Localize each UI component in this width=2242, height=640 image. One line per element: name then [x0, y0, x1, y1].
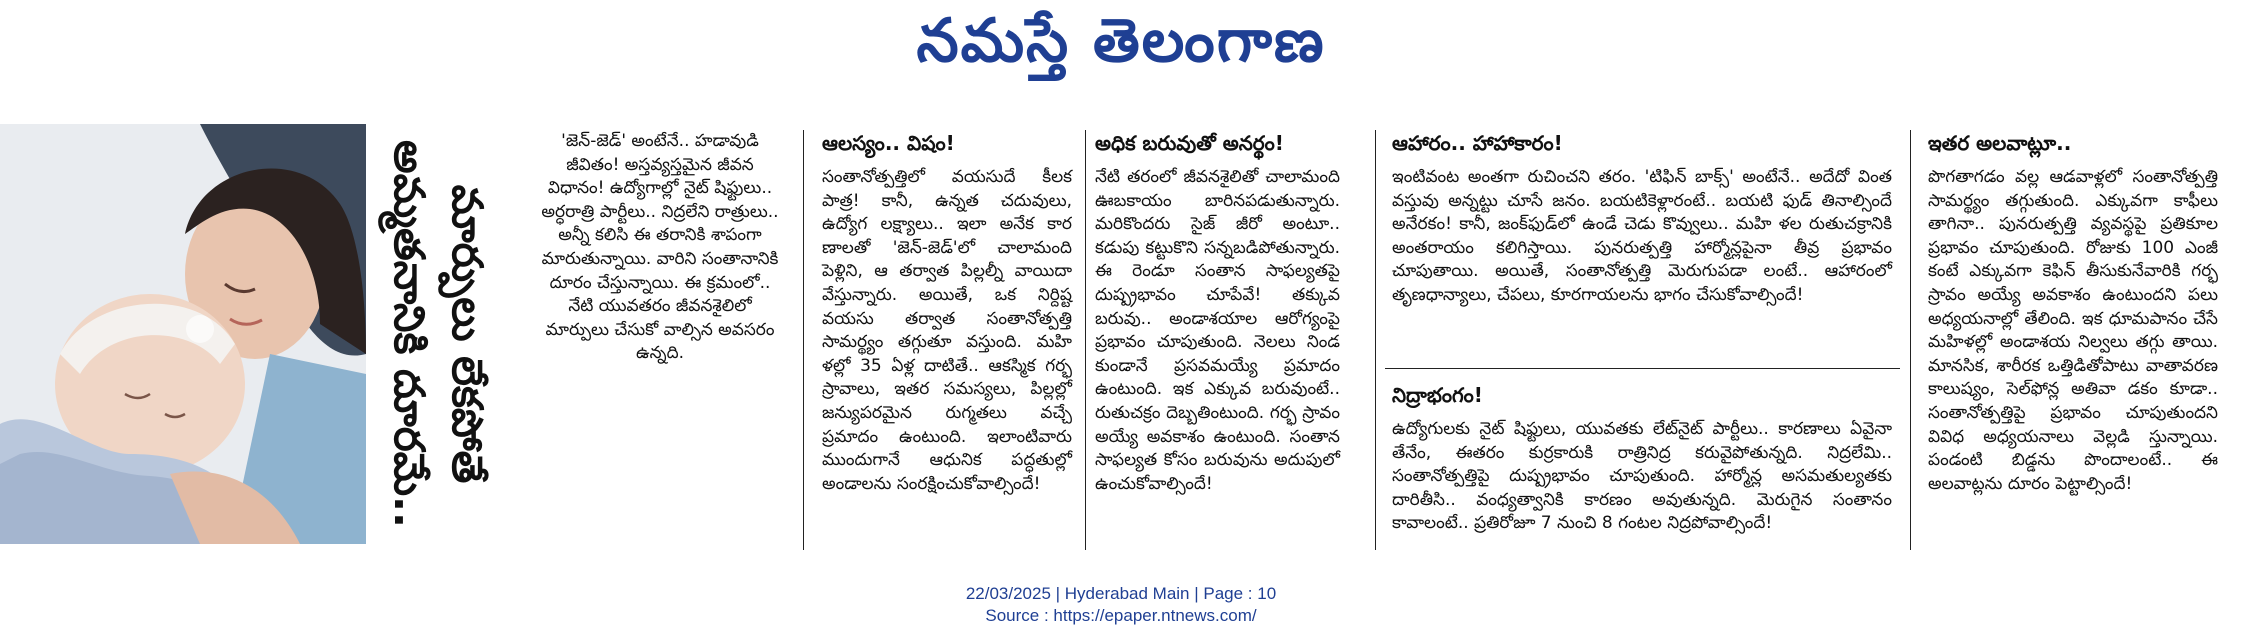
footer-date-edition: 22/03/2025 | Hyderabad Main | Page : 10	[965, 584, 1277, 603]
column-divider	[1085, 130, 1086, 550]
section-divider	[1385, 368, 1900, 369]
section-body: సంతానోత్పత్తిలో వయసుదే కీలక పాత్ర! కానీ, ఉన్నత చదువులు, ఉద్యోగ లక్ష్యాలు.. ఇలా అనేక కార ణాలతో 'జెన్-జెడ్'లో చాలామంది పెళ్లిని, ఆ తర్వాత పిల్లల్నీ వాయిదా వేస్తున్నారు. అయితే, ఒక నిర్దిష్ట వయసు తర్వాత సంతానోత్పత్తి సామర్థ్యం తగ్గుతూ వస్తుంది. మహి ళల్లో 35 ఏళ్ల దాటితే.. ఆకస్మిక గర్భ స్రావాలు, ఇతర సమస్యలు, పిల్లల్లో జన్యుపరమైన రుగ్మతలు వచ్చే ప్రమాదం ఉంటుంది. ఇలాంటివారు ముందుగానే ఆధునిక పద్ధతుల్లో అండాలను సంరక్షించుకోవాల్సిందే!	[822, 167, 1072, 494]
column-divider	[803, 130, 804, 550]
intro-text: 'జెన్-జెడ్' అంటేనే.. హడావుడి జీవితం! అస్తవ్యస్తమైన జీవన విధానం! ఉద్యోగాల్లో నైట్ షిఫ్టులు.. అర్ధరాత్రి పార్టీలు.. నిద్రలేని రాత్రులు.. అన్నీ కలిసి ఈ తరానికి శాపంగా మారుతున్నాయి. వారిని సంతానానికి దూరం చేస్తున్నాయి. ఈ క్రమంలో.. నేటి యువతరం జీవనశైలిలో మార్పులు చేసుకో వాల్సిన అవసరం ఉన్నది.	[541, 131, 779, 364]
article-section-food	[1392, 130, 1892, 308]
mother-baby-illustration	[0, 124, 366, 544]
section-body: పొగతాగడం వల్ల ఆడవాళ్లలో సంతానోత్పత్తి సామర్థ్యం తగ్గుతుంది. ఎక్కువగా కాఫీలు తాగినా.. పునరుత్పత్తి వ్యవస్థపై ప్రతికూల ప్రభావం చూపుతుంది. రోజుకు 100 ఎంజీ కంటే ఎక్కువగా కెఫిన్ తీసుకునేవారికి గర్భ స్రావం అయ్యే అవకాశం ఉంటుందని పలు అధ్యయనాల్లో తేలింది. ఇక ధూమపానం చేసే మహిళల్లో అండాశయ నిల్వలు తగ్గు తాయి. మానసిక, శారీరక ఒత్తిడితోపాటు వాతావరణ కాలుష్యం, సెల్‌ఫోన్ల అతివా డకం కూడా.. సంతానోత్పత్తిపై ప్రభావం చూపుతుందని వివిధ అధ్యయనాలు వెల్లడి స్తున్నాయి. పండంటి బిడ్డను పొందాలంటే.. ఈ అలవాట్లను దూరం పెట్టాల్సిందే!	[1928, 167, 2218, 494]
article-section-sleep	[1392, 382, 1892, 536]
section-heading: ఆహారం.. హాహాకారం!	[1392, 131, 1563, 155]
headline-line-1: మార్పులు లేకపోతే	[442, 184, 492, 484]
article-section-weight	[1095, 130, 1340, 496]
section-heading: ఇతర అలవాట్లూ..	[1928, 131, 2072, 155]
section-body: ఉద్యోగులకు నైట్ షిఫ్టులు, యువతకు లేట్‌నైట్ పార్టీలు.. కారణాలు ఏవైనా తేనేం, ఈతరం కుర్రకారుకి రాత్రినిద్ర కరువైపోతున్నది. నిద్రలేమి.. సంతానోత్పత్తిపై దుష్ప్రభావం చూపుతుంది. హార్మోన్ల అసమతుల్యతకు దారితీసి.. వంధ్యత్వానికి కారణం అవుతున్నది. మెరుగైన సంతానం కావాలంటే.. ప్రతిరోజూ 7 నుంచి 8 గంటల నిద్రపోవాల్సిందే!	[1392, 419, 1892, 534]
column-divider	[1910, 130, 1911, 550]
column-divider	[1375, 130, 1376, 550]
section-heading: అధిక బరువుతో అనర్థం!	[1095, 131, 1284, 155]
section-heading: ఆలస్యం.. విషం!	[822, 131, 955, 155]
intro-column	[540, 130, 780, 366]
footer-source: Source : https://epaper.ntnews.com/	[985, 606, 1257, 625]
section-body: నేటి తరంలో జీవనశైలితో చాలామంది ఊబకాయం బారినపడుతున్నారు. మరికొందరు సైజ్ జీరో అంటూ.. కడుపు కట్టుకొని సన్నబడిపోతున్నారు. ఈ రెండూ సంతాన సాఫల్యతపై దుష్ప్రభావం చూపేవే! తక్కువ బరువు.. అండాశయాల ఆరోగ్యంపై ప్రభావం చూపుతుంది. నెలలు నిండ కుండానే ప్రసవమయ్యే ప్రమాదం ఉంటుంది. ఇక ఎక్కువ బరువుంటే.. రుతుచక్రం దెబ్బతింటుంది. గర్భ స్రావం అయ్యే అవకాశం ఉంటుంది. సంతాన సాఫల్యత కోసం బరువును అదుపులో ఉంచుకోవాల్సిందే!	[1095, 167, 1340, 494]
masthead-logo: నమస్తే తెలంగాణ	[916, 6, 1326, 76]
article-section-delay	[822, 130, 1072, 496]
headline-line-2: అమ్మతనానికి దూరమే..	[384, 140, 434, 528]
article-section-habits	[1928, 130, 2218, 496]
headline	[350, 124, 525, 544]
section-heading: నిద్రాభంగం!	[1392, 383, 1483, 407]
section-body: ఇంటివంట అంతగా రుచించని తరం. 'టిఫిన్ బాక్స్' అంటేనే.. అదేదో వింత వస్తువు అన్నట్టు చూసే జనం. బయటికెళ్లారంటే.. బయటి ఫుడ్ తినాల్సిందే అనేరకం! కానీ, జంక్‌ఫుడ్‌లో ఉండే చెడు కొవ్వులు.. మహి ళల రుతుచక్రానికి అంతరాయం కలిగిస్తాయి. పునరుత్పత్తి హార్మోన్లపైనా తీవ్ర ప్రభావం చూపుతాయి. అయితే, సంతానోత్పత్తి మెరుగుపడా లంటే.. ఆహారంలో తృణధాన్యాలు, చేపలు, కూరగాయలను భాగం చేసుకోవాల్సిందే!	[1392, 167, 1892, 305]
mother-baby-photo	[0, 124, 366, 544]
